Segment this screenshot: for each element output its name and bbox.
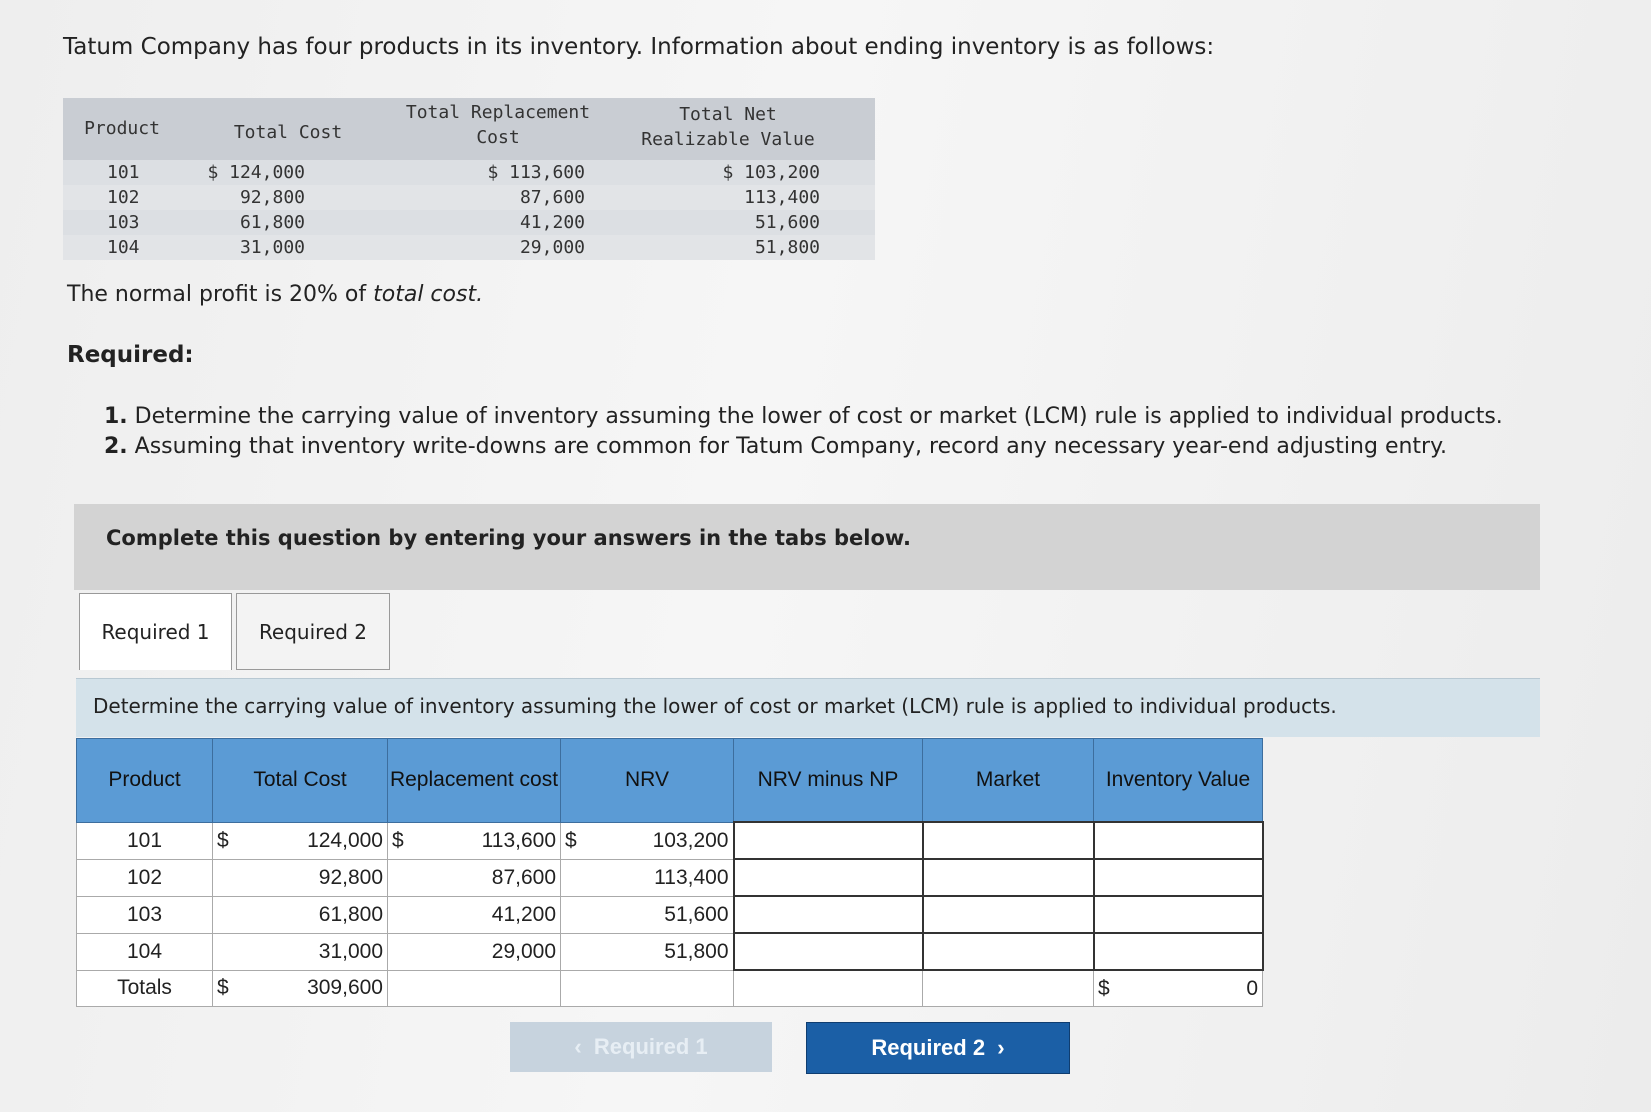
inventory-value-input[interactable]	[1094, 933, 1263, 970]
info-product: 101	[107, 162, 140, 183]
cost-cell: 92,800	[246, 859, 387, 896]
totals-nrv-empty	[561, 970, 734, 1007]
nrv-cell: 103,200	[594, 822, 734, 859]
prev-required-button[interactable]	[510, 1022, 772, 1072]
info-product: 104	[107, 237, 140, 258]
rep-dollar	[388, 896, 422, 933]
replacement-cell: 29,000	[421, 933, 560, 970]
nrv-minus-np-input[interactable]	[734, 933, 923, 970]
cost-dollar	[213, 933, 247, 970]
prev-button-label: Required 1	[593, 1034, 708, 1059]
header-product: Product	[84, 118, 160, 139]
tab-instruction	[76, 678, 1540, 737]
replacement-cell: 41,200	[421, 896, 560, 933]
nrv-dollar: $	[561, 822, 594, 859]
info-replacement: 87,600	[519, 187, 585, 208]
info-replacement: $ 113,600	[487, 162, 585, 183]
required-heading: Required:	[67, 342, 194, 368]
table-row	[77, 933, 1263, 970]
instructions-banner	[74, 504, 1540, 590]
market-input[interactable]	[923, 859, 1094, 896]
col-nrv: NRV	[561, 739, 734, 823]
totals-market-empty	[923, 970, 1094, 1007]
info-nrv: 113,400	[744, 187, 820, 208]
info-cost: 31,000	[239, 237, 305, 258]
table-row	[77, 822, 1263, 859]
header-total-cost: Total Cost	[233, 122, 343, 143]
inventory-info-table	[63, 98, 875, 260]
cost-dollar: $	[213, 822, 247, 859]
requirement-text: Determine the carrying value of inventory assuming the lower of cost or market (LCM) rule is applied to individual products.	[134, 404, 1503, 429]
nrv-dollar	[561, 859, 594, 896]
nrv-dollar	[561, 933, 594, 970]
tab-required-1[interactable]: Required 1	[79, 593, 232, 670]
lcm-header-row	[77, 739, 1263, 823]
intro-text: Tatum Company has four products in its inventory. Information about ending inventory is as follows:	[63, 34, 1215, 60]
inventory-value-input[interactable]	[1094, 896, 1263, 933]
nrv-dollar	[561, 896, 594, 933]
info-cost: $ 124,000	[207, 162, 305, 183]
col-market: Market	[923, 739, 1094, 823]
col-inventory-value: Inventory Value	[1094, 739, 1263, 823]
totals-replacement-empty	[388, 970, 561, 1007]
nrv-minus-np-input[interactable]	[734, 896, 923, 933]
info-nrv: 51,800	[754, 237, 820, 258]
table-row	[77, 859, 1263, 896]
table-row	[77, 896, 1263, 933]
totals-inventory-value: 0	[1122, 970, 1263, 1007]
next-button-label: Required 2	[871, 1035, 986, 1060]
rep-dollar	[388, 859, 422, 896]
info-row	[63, 160, 875, 185]
totals-label: Totals	[77, 970, 213, 1007]
tab-required-2[interactable]: Required 2	[236, 593, 390, 670]
inventory-info-header	[63, 98, 875, 160]
next-required-button[interactable]	[806, 1022, 1070, 1074]
requirements-list	[104, 402, 1503, 462]
nrv-minus-np-input[interactable]	[734, 822, 923, 859]
rep-dollar	[388, 933, 422, 970]
banner-text: Complete this question by entering your answers in the tabs below.	[106, 526, 911, 550]
profit-italic: total cost.	[373, 282, 484, 307]
totals-dollar: $	[213, 970, 247, 1007]
market-input[interactable]	[923, 896, 1094, 933]
product-cell: 101	[77, 822, 213, 859]
nrv-minus-np-input[interactable]	[734, 859, 923, 896]
cost-cell: 124,000	[246, 822, 387, 859]
requirement-item	[104, 402, 1503, 432]
market-input[interactable]	[923, 933, 1094, 970]
requirement-item	[104, 432, 1503, 462]
product-cell: 102	[77, 859, 213, 896]
product-cell: 104	[77, 933, 213, 970]
info-nrv: 51,600	[754, 212, 820, 233]
totals-inventory-dollar: $	[1094, 970, 1123, 1007]
requirement-number: 2.	[104, 434, 128, 459]
profit-text: The normal profit is 20% of	[67, 282, 367, 307]
cost-cell: 61,800	[246, 896, 387, 933]
header-nrv: Total Net Realizable Value	[641, 104, 815, 150]
cost-cell: 31,000	[246, 933, 387, 970]
col-product: Product	[77, 739, 213, 823]
info-cost: 92,800	[239, 187, 305, 208]
replacement-cell: 113,600	[421, 822, 560, 859]
info-row	[63, 185, 875, 210]
rep-dollar: $	[388, 822, 422, 859]
totals-cost: 309,600	[246, 970, 387, 1007]
requirement-number: 1.	[104, 404, 128, 429]
chevron-right-icon: ›	[985, 1035, 1005, 1060]
instruction-text: Determine the carrying value of inventory assuming the lower of cost or market (LCM) rule is applied to individual products.	[93, 694, 1337, 718]
chevron-left-icon: ‹	[574, 1034, 594, 1059]
cost-dollar	[213, 896, 247, 933]
info-row	[63, 235, 875, 260]
header-replacement-cost: Total Replacement Cost	[405, 102, 591, 148]
totals-nrv-minus-np-empty	[734, 970, 923, 1007]
info-row	[63, 210, 875, 235]
inventory-value-input[interactable]	[1094, 859, 1263, 896]
col-replacement-cost: Replacement cost	[388, 739, 561, 823]
totals-row	[77, 970, 1263, 1007]
nrv-cell: 113,400	[594, 859, 734, 896]
normal-profit-text	[67, 282, 483, 307]
info-replacement: 41,200	[519, 212, 585, 233]
nrv-cell: 51,800	[594, 933, 734, 970]
inventory-value-input[interactable]	[1094, 822, 1263, 859]
product-cell: 103	[77, 896, 213, 933]
requirement-text: Assuming that inventory write-downs are common for Tatum Company, record any necessary year-end adjusting entry.	[134, 434, 1447, 459]
info-cost: 61,800	[239, 212, 305, 233]
info-product: 103	[107, 212, 140, 233]
col-nrv-minus-np: NRV minus NP	[734, 739, 923, 823]
col-total-cost: Total Cost	[213, 739, 388, 823]
cost-dollar	[213, 859, 247, 896]
nrv-cell: 51,600	[594, 896, 734, 933]
market-input[interactable]	[923, 822, 1094, 859]
lcm-table	[76, 738, 1264, 1007]
replacement-cell: 87,600	[421, 859, 560, 896]
info-nrv: $ 103,200	[722, 162, 820, 183]
info-product: 102	[107, 187, 140, 208]
info-replacement: 29,000	[519, 237, 585, 258]
